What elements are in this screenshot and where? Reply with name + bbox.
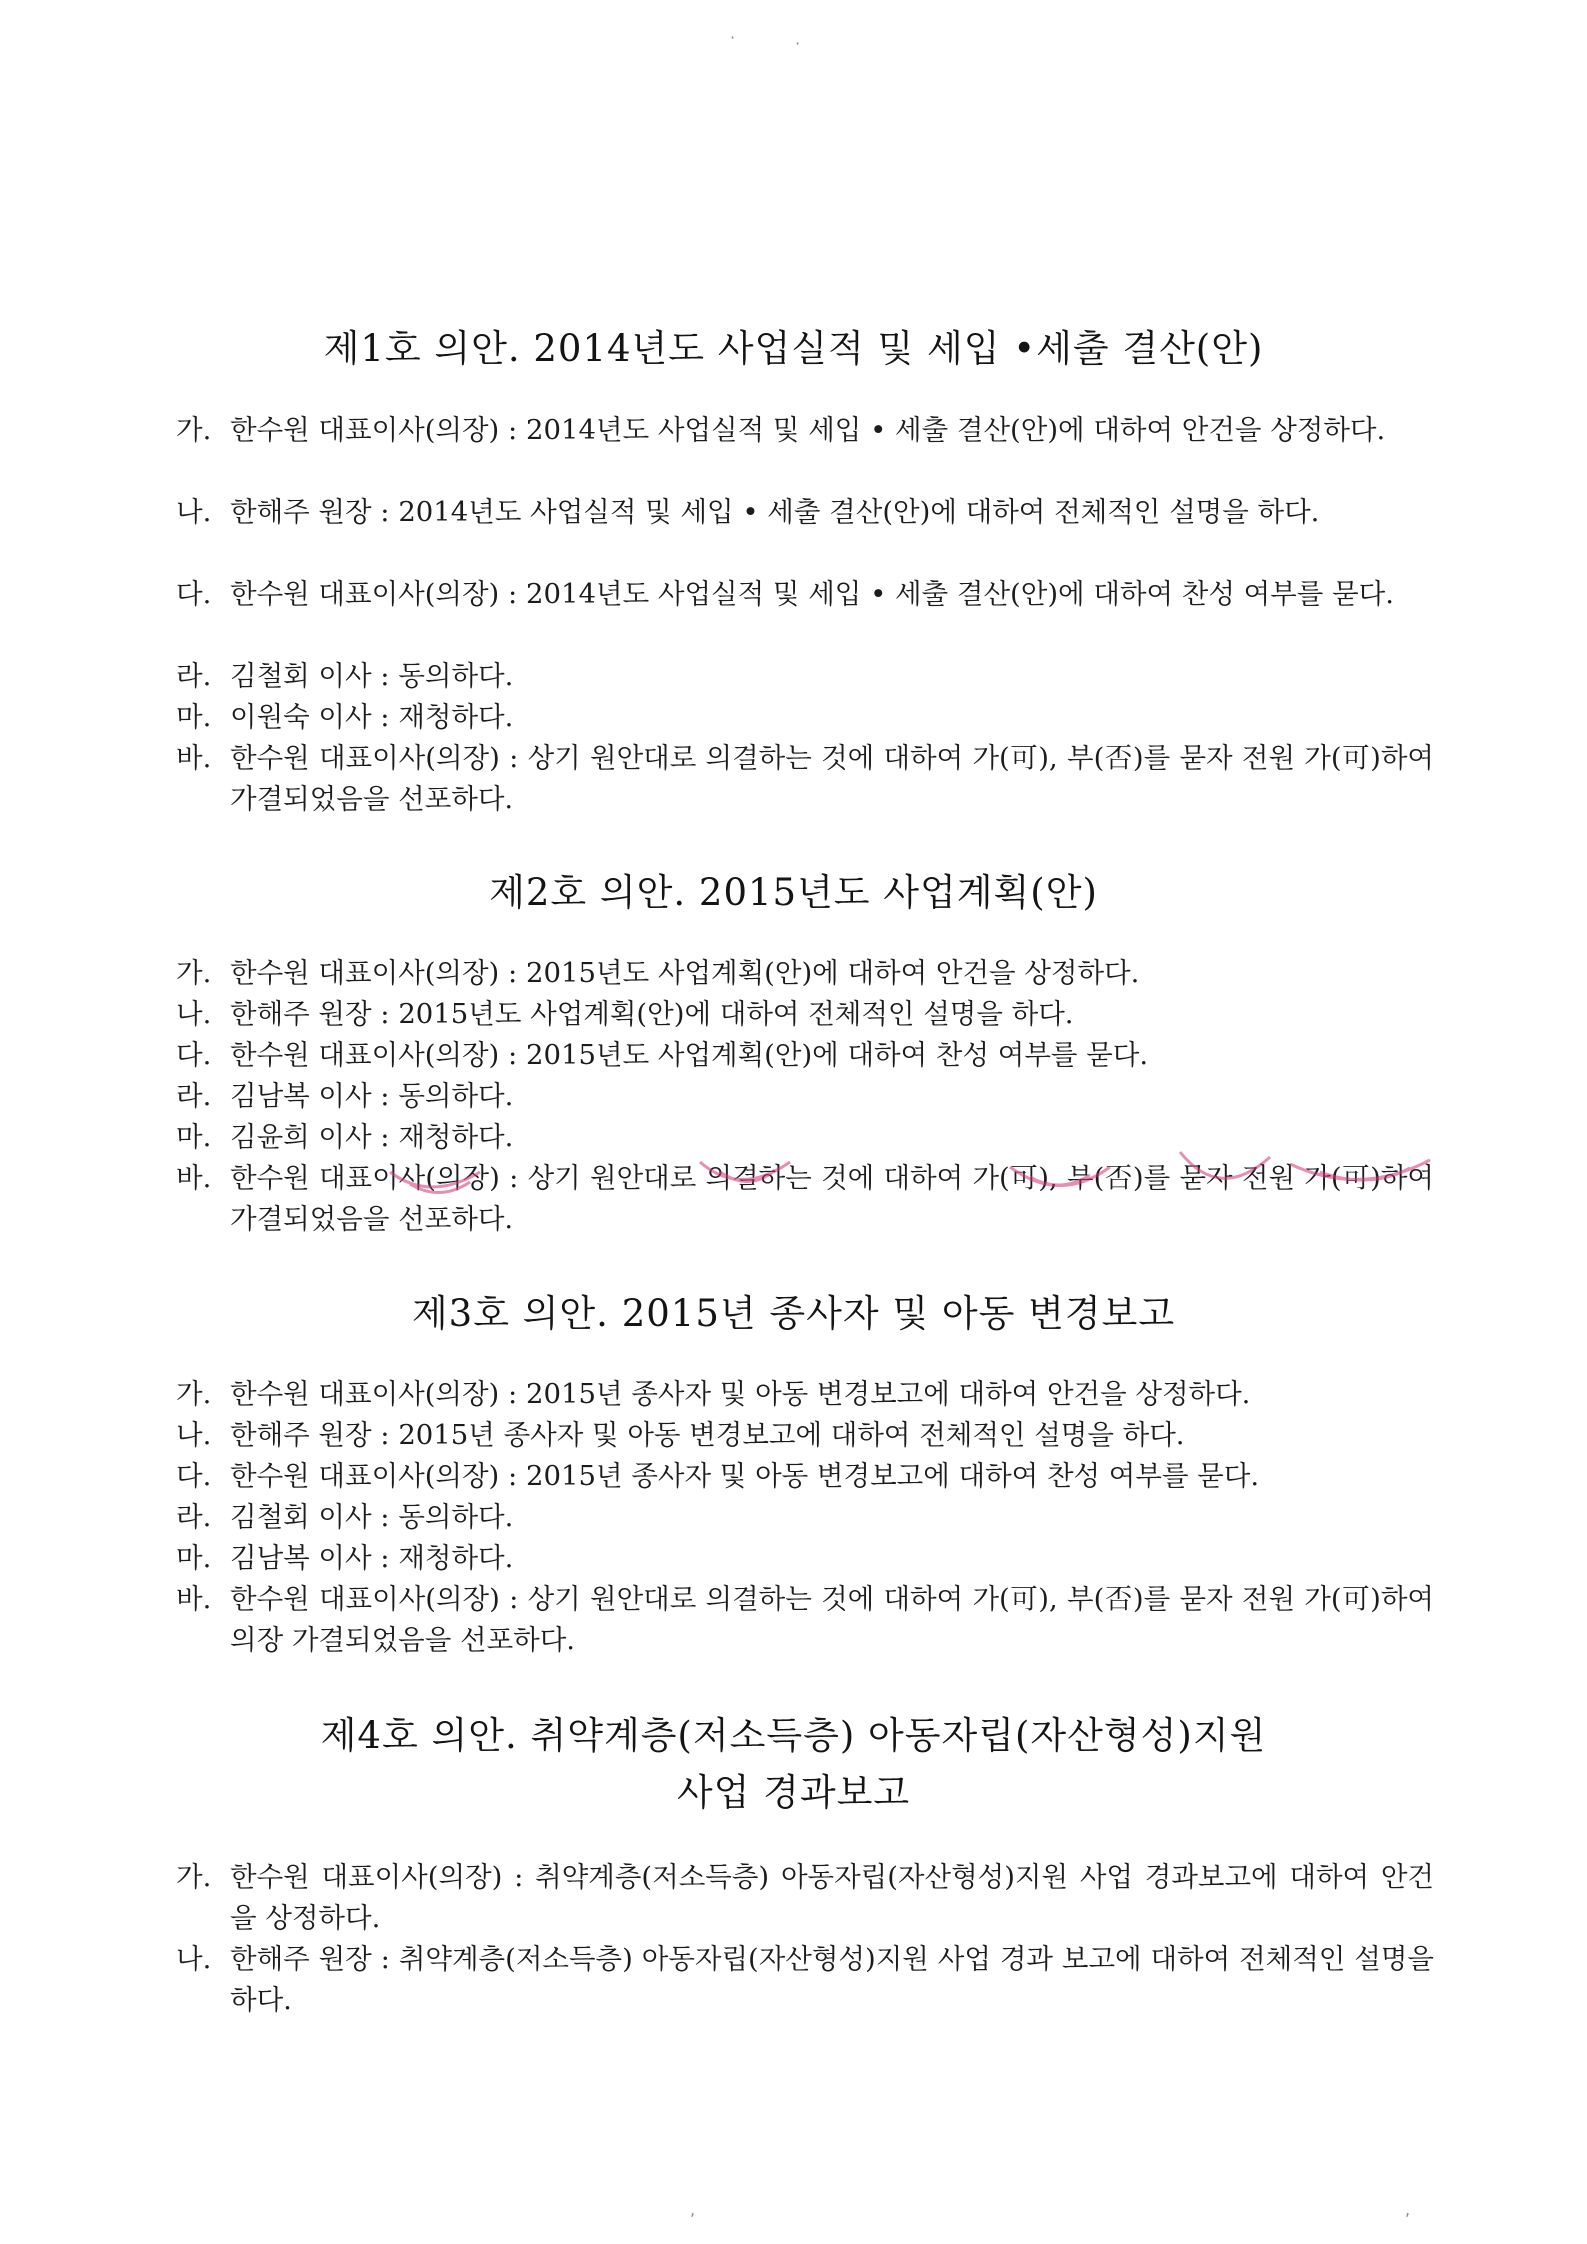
scan-artifact: ,	[1405, 2200, 1411, 2219]
item-text: 한수원 대표이사(의장) : 2015년도 사업계획(안)에 대하여 찬성 여부를 묻다.	[230, 1039, 1149, 1071]
section-2-item-ma	[176, 1117, 1434, 1158]
item-text: 한수원 대표이사(의장) : 상기 원안대로 의결하는 것에 대하여 가(可), 부(否)를 묻자 전원 가(可)하여 가결되었음을 선포하다.	[230, 1162, 1434, 1235]
item-text: 김윤희 이사 : 재청하다.	[230, 1121, 514, 1153]
section-1-item-ma	[176, 697, 1434, 738]
item-marker: 바.	[176, 742, 212, 774]
item-marker: 라.	[176, 1501, 212, 1533]
item-text: 한수원 대표이사(의장) : 취약계층(저소득층) 아동자립(자산형성)지원 사업 경과보고에 대하여 안건을 상정하다.	[230, 1861, 1434, 1934]
section-4-heading-line-2: 사업 경과보고	[676, 1771, 911, 1814]
item-text: 한수원 대표이사(의장) : 2014년도 사업실적 및 세입 • 세출 결산(안)에 대하여 안건을 상정하다.	[230, 414, 1386, 446]
item-text: 김철회 이사 : 동의하다.	[230, 1501, 514, 1533]
item-marker: 나.	[176, 998, 212, 1030]
item-marker: 가.	[176, 1378, 212, 1410]
item-marker: 다.	[176, 1039, 212, 1071]
section-2-item-ba	[176, 1158, 1434, 1240]
section-2-item-ga	[176, 953, 1434, 994]
section-3-item-ma	[176, 1538, 1434, 1579]
item-text: 한수원 대표이사(의장) : 상기 원안대로 의결하는 것에 대하여 가(可), 부(否)를 묻자 전원 가(可)하여 가결되었음을 선포하다.	[230, 742, 1434, 815]
item-marker: 다.	[176, 578, 212, 610]
item-text: 한해주 원장 : 2014년도 사업실적 및 세입 • 세출 결산(안)에 대하여 전체적인 설명을 하다.	[230, 496, 1320, 528]
section-1-item-na	[176, 492, 1434, 533]
section-3-item-ba	[176, 1579, 1434, 1661]
section-3-item-na	[176, 1415, 1434, 1456]
item-marker: 마.	[176, 1121, 212, 1153]
section-4-item-ga	[176, 1857, 1434, 1939]
item-marker: 라.	[176, 1080, 212, 1112]
section-4-heading-line-1: 제4호 의안. 취약계층(저소득층) 아동자립(자산형성)지원	[320, 1714, 1267, 1757]
item-marker: 가.	[176, 414, 212, 446]
section-2-item-ra	[176, 1076, 1434, 1117]
section-2-item-na	[176, 994, 1434, 1035]
section-1-item-ra	[176, 656, 1434, 697]
item-marker: 마.	[176, 1542, 212, 1574]
section-3-heading: 제3호 의안. 2015년 종사자 및 아동 변경보고	[411, 1292, 1176, 1335]
item-text: 한해주 원장 : 2015년 종사자 및 아동 변경보고에 대하여 전체적인 설명을 하다.	[230, 1419, 1185, 1451]
item-marker: 나.	[176, 1943, 212, 1975]
section-1-heading: 제1호 의안. 2014년도 사업실적 및 세입 •세출 결산(안)	[323, 327, 1264, 370]
item-text: 이원숙 이사 : 재청하다.	[230, 701, 514, 733]
item-marker: 나.	[176, 1419, 212, 1451]
item-marker: 가.	[176, 957, 212, 989]
section-4-item-na	[176, 1939, 1434, 2021]
scan-artifact: ·	[795, 34, 801, 53]
item-text: 한수원 대표이사(의장) : 2015년도 사업계획(안)에 대하여 안건을 상정하다.	[230, 957, 1140, 989]
item-marker: 다.	[176, 1460, 212, 1492]
item-text: 한수원 대표이사(의장) : 2014년도 사업실적 및 세입 • 세출 결산(안)에 대하여 찬성 여부를 묻다.	[230, 578, 1394, 610]
item-text: 한수원 대표이사(의장) : 2015년 종사자 및 아동 변경보고에 대하여 안건을 상정하다.	[230, 1378, 1251, 1410]
scan-artifact: ·	[730, 28, 736, 47]
item-text: 한수원 대표이사(의장) : 상기 원안대로 의결하는 것에 대하여 가(可), 부(否)를 묻자 전원 가(可)하여 의장 가결되었음을 선포하다.	[230, 1583, 1434, 1656]
scan-artifact: ,	[690, 2200, 696, 2219]
item-marker: 바.	[176, 1583, 212, 1615]
section-3-item-da	[176, 1456, 1434, 1497]
item-marker: 라.	[176, 660, 212, 692]
section-3-item-ra	[176, 1497, 1434, 1538]
item-text: 한해주 원장 : 취약계층(저소득층) 아동자립(자산형성)지원 사업 경과 보고에 대하여 전체적인 설명을 하다.	[230, 1943, 1434, 2016]
item-marker: 나.	[176, 496, 212, 528]
item-marker: 마.	[176, 701, 212, 733]
item-text: 한수원 대표이사(의장) : 2015년 종사자 및 아동 변경보고에 대하여 찬성 여부를 묻다.	[230, 1460, 1260, 1492]
item-text: 김철회 이사 : 동의하다.	[230, 660, 514, 692]
section-1-item-ga	[176, 410, 1434, 451]
item-text: 김남복 이사 : 재청하다.	[230, 1542, 514, 1574]
item-marker: 바.	[176, 1162, 212, 1194]
section-1-item-ba	[176, 738, 1434, 820]
section-2-item-da	[176, 1035, 1434, 1076]
section-3-item-ga	[176, 1374, 1434, 1415]
item-text: 한해주 원장 : 2015년도 사업계획(안)에 대하여 전체적인 설명을 하다.	[230, 998, 1074, 1030]
section-2-heading: 제2호 의안. 2015년도 사업계획(안)	[489, 871, 1098, 914]
item-marker: 가.	[176, 1861, 212, 1893]
item-text: 김남복 이사 : 동의하다.	[230, 1080, 514, 1112]
section-1-item-da	[176, 574, 1434, 615]
